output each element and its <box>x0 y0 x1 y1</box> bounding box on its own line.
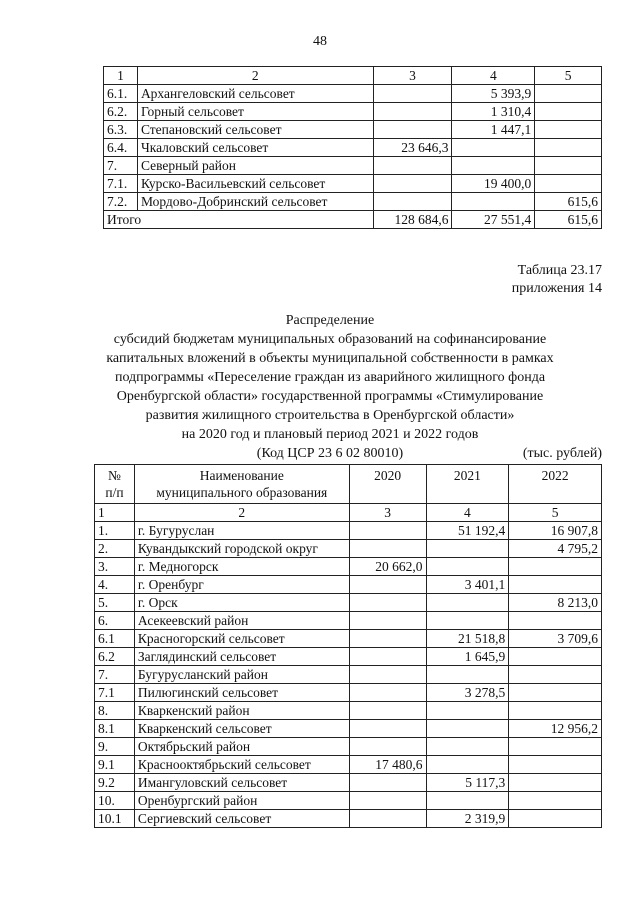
row-number: 4. <box>95 576 135 594</box>
table-row <box>95 630 602 648</box>
page-number: 48 <box>313 34 327 49</box>
municipality-name: г. Орск <box>134 594 349 612</box>
municipality-name: Оренбургский район <box>134 792 349 810</box>
municipality-name: Октябрьский район <box>134 738 349 756</box>
municipality-name: Кувандыкский городской округ <box>134 540 349 558</box>
value-2021: 5 117,3 <box>426 774 509 792</box>
value-2020 <box>373 121 452 139</box>
value-2020 <box>349 648 426 666</box>
table-row <box>104 193 602 211</box>
header-name-line2: муниципального образования <box>156 485 328 500</box>
municipality-name: Имангуловский сельсовет <box>134 774 349 792</box>
value-2021 <box>452 157 535 175</box>
value-2020 <box>349 774 426 792</box>
row-number: 2. <box>95 540 135 558</box>
value-2021 <box>426 666 509 684</box>
value-2022 <box>509 684 602 702</box>
value-2022: 8 213,0 <box>509 594 602 612</box>
table-row <box>104 103 602 121</box>
header-2020: 2020 <box>349 465 426 504</box>
value-2021 <box>426 612 509 630</box>
value-2021: 3 401,1 <box>426 576 509 594</box>
units-label: (тыс. рублей) <box>522 446 602 461</box>
row-number: 7. <box>95 666 135 684</box>
value-2020: 20 662,0 <box>349 558 426 576</box>
value-2021: 5 393,9 <box>452 85 535 103</box>
numbering-cell: 1 <box>95 504 135 522</box>
table-row <box>95 558 602 576</box>
municipality-name: Бугурусланский район <box>134 666 349 684</box>
title-line: развития жилищного строительства в Оренбургской области» <box>145 408 515 423</box>
value-2022: 3 709,6 <box>509 630 602 648</box>
value-2022 <box>509 648 602 666</box>
value-2020 <box>373 157 452 175</box>
value-2022 <box>509 792 602 810</box>
header-number-line1: № <box>108 468 121 483</box>
title-line: подпрограммы «Переселение граждан из аварийного жилищного фонда <box>114 370 546 385</box>
municipality-name: Северный район <box>137 157 373 175</box>
municipality-name: Асекеевский район <box>134 612 349 630</box>
value-2021 <box>426 594 509 612</box>
value-2022: 4 795,2 <box>509 540 602 558</box>
municipality-name: Заглядинский сельсовет <box>134 648 349 666</box>
row-number: 7.1. <box>104 175 138 193</box>
municipality-name: Мордово-Добринский сельсовет <box>137 193 373 211</box>
value-2022 <box>509 774 602 792</box>
row-number: 6.4. <box>104 139 138 157</box>
value-2021 <box>452 193 535 211</box>
value-2021: 19 400,0 <box>452 175 535 193</box>
row-number: 6.2. <box>104 103 138 121</box>
table-row <box>95 612 602 630</box>
value-2020 <box>349 666 426 684</box>
row-number: 10. <box>95 792 135 810</box>
row-number: 9. <box>95 738 135 756</box>
total-row <box>104 211 602 229</box>
row-number: 1. <box>95 522 135 540</box>
table-row <box>95 810 602 828</box>
value-2021 <box>426 756 509 774</box>
row-number: 6.1 <box>95 630 135 648</box>
value-2021 <box>426 558 509 576</box>
header-cell: 1 <box>104 67 138 85</box>
municipality-name: Красногорский сельсовет <box>134 630 349 648</box>
value-2022 <box>535 175 602 193</box>
table-row <box>95 666 602 684</box>
header-cell: 4 <box>452 67 535 85</box>
header-cell: 2 <box>137 67 373 85</box>
table-row <box>95 522 602 540</box>
row-number: 10.1 <box>95 810 135 828</box>
header-number <box>95 465 135 504</box>
header-number-line2: п/п <box>105 485 124 500</box>
numbering-cell: 5 <box>509 504 602 522</box>
value-2020 <box>349 684 426 702</box>
value-2020 <box>373 103 452 121</box>
table-row <box>104 157 602 175</box>
total-2021: 27 551,4 <box>452 211 535 229</box>
row-number: 8.1 <box>95 720 135 738</box>
total-2020: 128 684,6 <box>373 211 452 229</box>
value-2020 <box>349 810 426 828</box>
row-number: 5. <box>95 594 135 612</box>
value-2020 <box>349 522 426 540</box>
title-line: капитальных вложений в объекты муниципальной собственности в рамках <box>106 351 554 366</box>
municipality-name: Кваркенский сельсовет <box>134 720 349 738</box>
value-2022: 16 907,8 <box>509 522 602 540</box>
value-2021: 1 447,1 <box>452 121 535 139</box>
value-2020 <box>349 738 426 756</box>
numbering-cell: 2 <box>134 504 349 522</box>
table-row <box>104 139 602 157</box>
subsidy-table <box>94 464 602 828</box>
header-cell: 5 <box>535 67 602 85</box>
value-2020 <box>373 175 452 193</box>
table-row <box>95 540 602 558</box>
caption-appendix: приложения 14 <box>511 281 602 296</box>
value-2021 <box>426 792 509 810</box>
title-line: (Код ЦСР 23 6 02 80010) <box>256 446 404 461</box>
header-2021: 2021 <box>426 465 509 504</box>
numbering-cell: 3 <box>349 504 426 522</box>
table-row <box>95 756 602 774</box>
municipality-name: Кваркенский район <box>134 702 349 720</box>
value-2022 <box>535 157 602 175</box>
table-row <box>95 594 602 612</box>
table-row <box>95 576 602 594</box>
value-2020 <box>349 594 426 612</box>
value-2022 <box>535 139 602 157</box>
value-2020 <box>349 702 426 720</box>
value-2022 <box>509 810 602 828</box>
table-row <box>95 702 602 720</box>
table-row <box>104 85 602 103</box>
value-2021: 1 645,9 <box>426 648 509 666</box>
value-2022 <box>509 756 602 774</box>
municipality-name: г. Бугуруслан <box>134 522 349 540</box>
header-cell: 3 <box>373 67 452 85</box>
title-line: Распределение <box>285 313 375 328</box>
value-2022 <box>535 85 602 103</box>
title-line: на 2020 год и плановый период 2021 и 2022 годов <box>181 427 479 442</box>
header-name-line1: Наименование <box>199 468 284 483</box>
row-number: 6.2 <box>95 648 135 666</box>
value-2021: 21 518,8 <box>426 630 509 648</box>
table-row <box>95 648 602 666</box>
value-2021: 1 310,4 <box>452 103 535 121</box>
value-2020 <box>373 193 452 211</box>
table-row <box>95 774 602 792</box>
value-2022 <box>509 738 602 756</box>
header-2022: 2022 <box>509 465 602 504</box>
municipality-name: Сергиевский сельсовет <box>134 810 349 828</box>
value-2021 <box>426 738 509 756</box>
value-2022 <box>509 558 602 576</box>
caption-table-number: Таблица 23.17 <box>517 263 602 278</box>
row-number: 9.2 <box>95 774 135 792</box>
value-2021: 2 319,9 <box>426 810 509 828</box>
value-2020 <box>349 630 426 648</box>
table-row <box>95 738 602 756</box>
value-2022 <box>535 121 602 139</box>
row-number: 6.3. <box>104 121 138 139</box>
value-2020 <box>349 720 426 738</box>
row-number: 7.1 <box>95 684 135 702</box>
numbering-cell: 4 <box>426 504 509 522</box>
row-number: 7.2. <box>104 193 138 211</box>
continuation-table <box>103 66 602 229</box>
value-2021: 3 278,5 <box>426 684 509 702</box>
municipality-name: Курско-Васильевский сельсовет <box>137 175 373 193</box>
table-row <box>95 792 602 810</box>
value-2022 <box>509 702 602 720</box>
value-2021 <box>452 139 535 157</box>
municipality-name: Чкаловский сельсовет <box>137 139 373 157</box>
value-2022 <box>509 612 602 630</box>
value-2020: 17 480,6 <box>349 756 426 774</box>
value-2022 <box>509 666 602 684</box>
value-2021: 51 192,4 <box>426 522 509 540</box>
table-row <box>104 175 602 193</box>
value-2021 <box>426 540 509 558</box>
title-line: Оренбургской области» государственной программы «Стимулирование <box>116 389 544 404</box>
value-2020 <box>349 540 426 558</box>
municipality-name: Краснооктябрьский сельсовет <box>134 756 349 774</box>
table-row <box>104 121 602 139</box>
value-2020 <box>349 612 426 630</box>
row-number: 7. <box>104 157 138 175</box>
value-2022: 615,6 <box>535 193 602 211</box>
value-2020: 23 646,3 <box>373 139 452 157</box>
value-2021 <box>426 720 509 738</box>
row-number: 6. <box>95 612 135 630</box>
header-name <box>134 465 349 504</box>
value-2022 <box>509 576 602 594</box>
column-numbering-row <box>95 504 602 522</box>
municipality-name: Степановский сельсовет <box>137 121 373 139</box>
total-2022: 615,6 <box>535 211 602 229</box>
row-number: 3. <box>95 558 135 576</box>
value-2021 <box>426 702 509 720</box>
title-line: субсидий бюджетам муниципальных образований на софинансирование <box>113 332 547 347</box>
value-2020 <box>349 792 426 810</box>
total-label: Итого <box>104 211 374 229</box>
value-2020 <box>349 576 426 594</box>
row-number: 6.1. <box>104 85 138 103</box>
municipality-name: Пилюгинский сельсовет <box>134 684 349 702</box>
value-2020 <box>373 85 452 103</box>
value-2022: 12 956,2 <box>509 720 602 738</box>
value-2022 <box>535 103 602 121</box>
municipality-name: Горный сельсовет <box>137 103 373 121</box>
municipality-name: г. Оренбург <box>134 576 349 594</box>
row-number: 9.1 <box>95 756 135 774</box>
table-row <box>95 720 602 738</box>
table-row <box>95 684 602 702</box>
municipality-name: г. Медногорск <box>134 558 349 576</box>
table-caption <box>512 262 602 298</box>
row-number: 8. <box>95 702 135 720</box>
table-header-row <box>104 67 602 85</box>
document-title <box>60 311 600 463</box>
table-header-row <box>95 465 602 504</box>
municipality-name: Архангеловский сельсовет <box>137 85 373 103</box>
